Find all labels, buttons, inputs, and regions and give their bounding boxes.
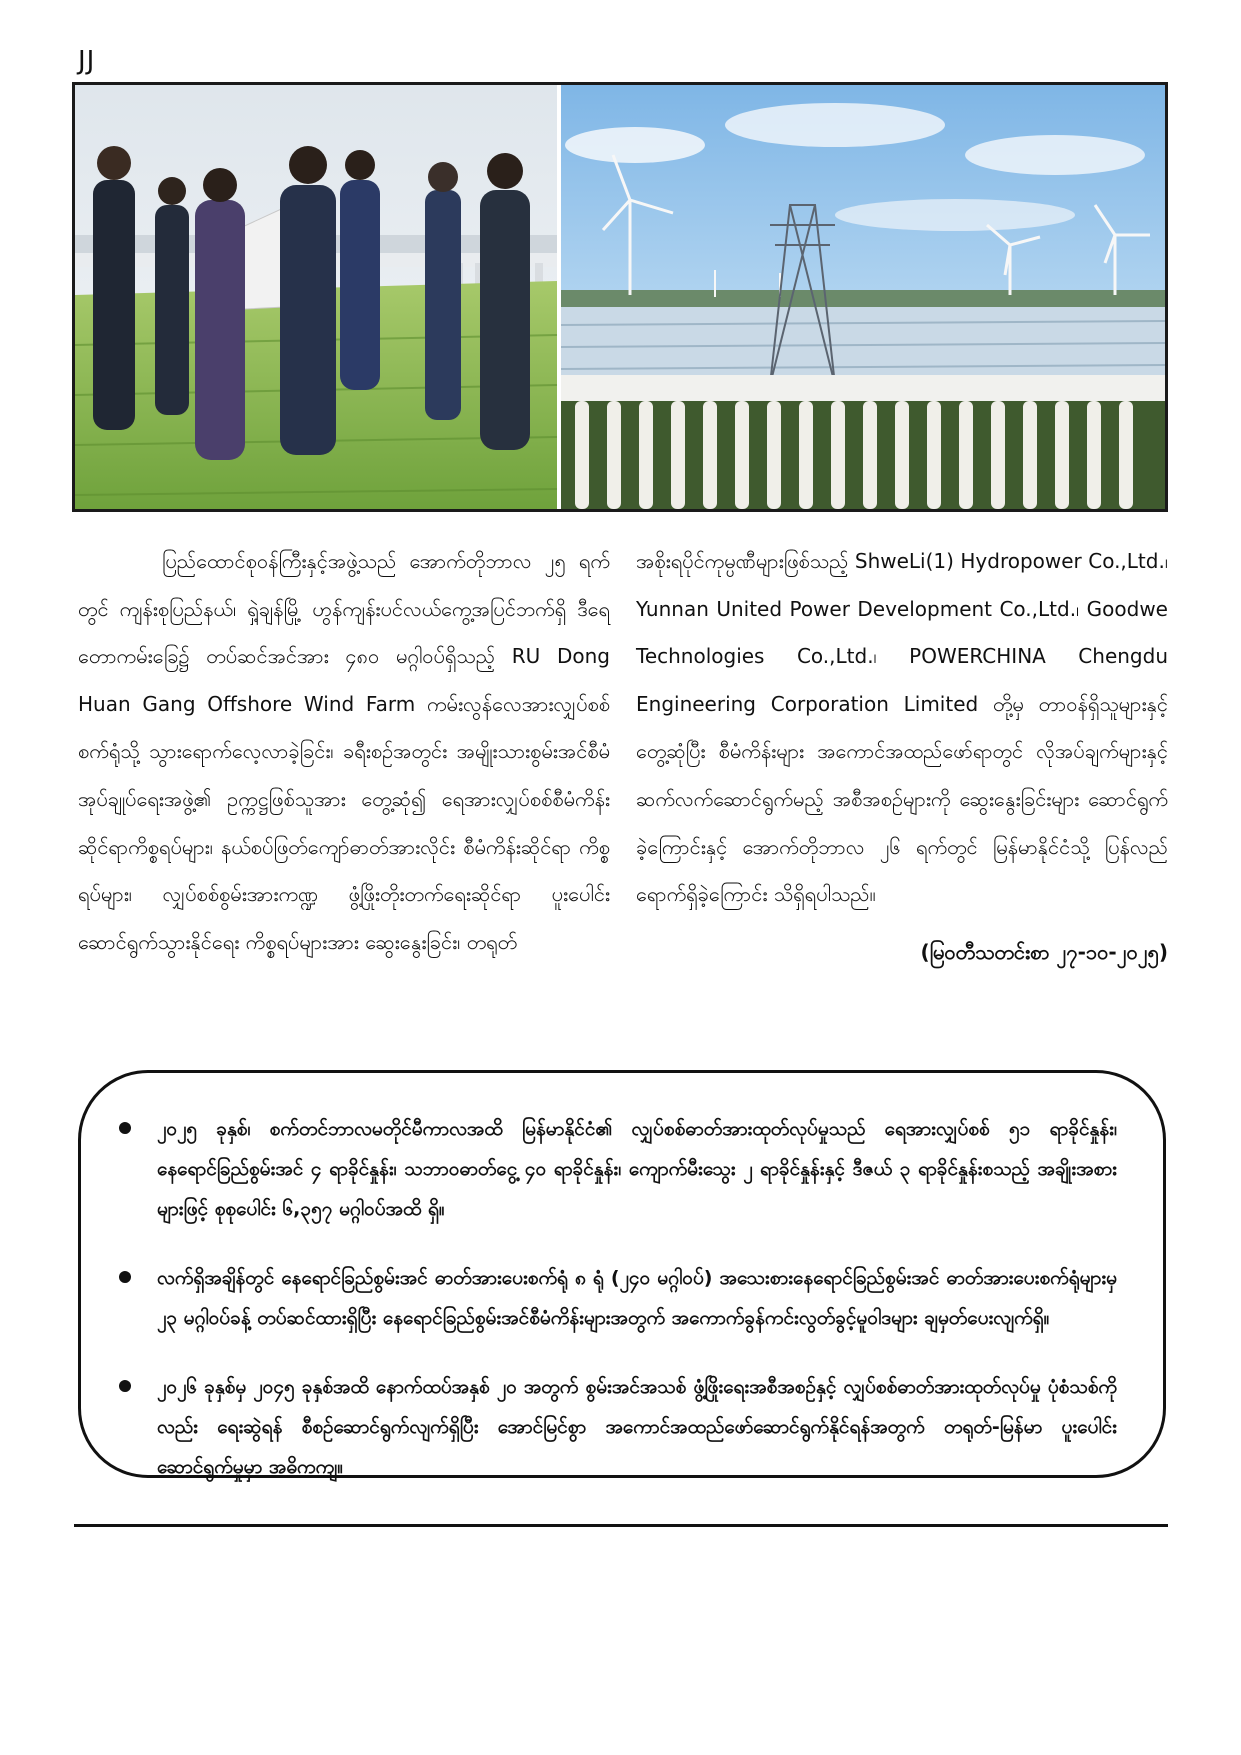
- page-number: JJ: [78, 46, 96, 76]
- key-fact-text: ၂၀၂၆ ခုနှစ်မှ ၂၀၄၅ ခုနှစ်အထိ နောက်ထပ်အနှစ် ၂၀ အတွက် စွမ်းအင်အသစ် ဖွံ့ဖြိုးရေးအစီအစဉ်နှင့် လျှပ်စစ်ဓာတ်အားထုတ်လုပ်မှု ပုံစံသစ်ကိုလည်း ရေးဆွဲရန် စီစဉ်ဆောင်ရွက်လျက်ရှိပြီး အောင်မြင်စွာ အကောင်အထည်ဖော်ဆောင်ရွက်နိုင်ရန်အတွက် တရုတ်-မြန်မာ ပူးပေါင်းဆောင်ရွက်မှုမှာ အဓိကကျ။: [157, 1376, 1117, 1478]
- key-facts-list: [157, 1109, 1117, 1487]
- article-right-column: [636, 538, 1168, 976]
- footer-rule: [74, 1524, 1168, 1527]
- key-fact-text: လက်ရှိအချိန်တွင် နေရောင်ခြည်စွမ်းအင် ဓာတ်အားပေးစက်ရုံ ၈ ရုံ (၂၄၀ မဂ္ဂါဝပ်) အသေးစားနေရောင်ခြည်စွမ်းအင် ဓာတ်အားပေးစက်ရုံများမှ ၂၃ မဂ္ဂါဝပ်ခန့် တပ်ဆင်ထားရှိပြီး နေရောင်ခြည်စွမ်းအင်စီမံကိန်းများအတွက် အကောက်ခွန်ကင်းလွတ်ခွင့်မူဝါဒများ ချမှတ်ပေးလျက်ရှိ။: [157, 1267, 1117, 1329]
- article-paragraph-left: ပြည်ထောင်စုဝန်ကြီးနှင့်အဖွဲ့သည် အောက်တိုဘာလ ၂၅ ရက်တွင် ကျန်းစုပြည်နယ်၊ ရှဲ့ချန်မြို့ ဟွန်ကျန်းပင်လယ်ကွေ့အပြင်ဘက်ရှိ ဒီရေတောကမ်းခြေ၌ တပ်ဆင်အင်အား ၄၈၀ မဂ္ဂါဝပ်ရှိသည့် RU Dong Huan Gang Offshore Wind Farm ကမ်းလွန်လေအားလျှပ်စစ်စက်ရုံသို့ သွားရောက်လေ့လာခဲ့ခြင်း၊ ခရီးစဉ်အတွင်း အမျိုးသားစွမ်းအင်စီမံအုပ်ချုပ်ရေးအဖွဲ့၏ ဥက္ကဋ္ဌဖြစ်သူအား တွေ့ဆုံ၍ ရေအားလျှပ်စစ်စီမံကိန်းဆိုင်ရာကိစ္စရပ်များ၊ နယ်စပ်ဖြတ်ကျော်ဓာတ်အားလိုင်း စီမံကိန်းဆိုင်ရာ ကိစ္စရပ်များ၊ လျှပ်စစ်စွမ်းအားကဏ္ဍ ဖွံ့ဖြိုးတိုးတက်ရေးဆိုင်ရာ ပူးပေါင်းဆောင်ရွက်သွားနိုင်ရေး ကိစ္စရပ်များအား ဆွေးနွေးခြင်း၊ တရုတ်: [78, 549, 610, 954]
- key-fact-item: [157, 1109, 1117, 1229]
- delegation-photo: [75, 85, 557, 509]
- article-paragraph-right: အစိုးရပိုင်ကုမ္ပဏီများဖြစ်သည့် ShweLi(1) Hydropower Co.,Ltd.၊ Yunnan United Power Development Co.,Ltd.၊ Goodwe Technologies Co.,Ltd.၊ POWERCHINA Chengdu Engineering Corporation Limited တို့မှ တာဝန်ရှိသူများနှင့် တွေ့ဆုံပြီး စီမံကိန်းများ အကောင်အထည်ဖော်ရာတွင် လိုအပ်ချက်များနှင့် ဆက်လက်ဆောင်ရွက်မည့် အစီအစဉ်များကို ဆွေးနွေးခြင်းများ ဆောင်ရွက်ခဲ့ကြောင်းနှင့် အောက်တိုဘာလ ၂၆ ရက်တွင် မြန်မာနိုင်ငံသို့ ပြန်လည်ရောက်ရှိခဲ့ကြောင်း သိရှိရပါသည်။: [636, 549, 1168, 907]
- bullet-icon: [119, 1271, 131, 1283]
- wind-farm-photo: [561, 85, 1165, 509]
- key-fact-item: [157, 1258, 1117, 1338]
- news-source-citation: (မြဝတီသတင်းစာ ၂၇-၁၀-၂၀၂၅): [920, 939, 1168, 964]
- key-fact-item: [157, 1367, 1117, 1487]
- key-facts-box: [78, 1070, 1166, 1478]
- article-left-column: [78, 538, 610, 966]
- key-fact-text: ၂၀၂၅ ခုနှစ်၊ စက်တင်ဘာလမတိုင်မီကာလအထိ မြန်မာနိုင်ငံ၏ လျှပ်စစ်ဓာတ်အားထုတ်လုပ်မှုသည် ရေအားလျှပ်စစ် ၅၁ ရာခိုင်နှုန်း၊ နေရောင်ခြည်စွမ်းအင် ၄ ရာခိုင်နှုန်း၊ သဘာဝဓာတ်ငွေ့ ၄၀ ရာခိုင်နှုန်း၊ ကျောက်မီးသွေး ၂ ရာခိုင်နှုန်းနှင့် ဒီဇယ် ၃ ရာခိုင်နှုန်းစသည့် အချိုးအစားများဖြင့် စုစုပေါင်း ၆,၃၅၇ မဂ္ဂါဝပ်အထိ ရှိ။: [157, 1118, 1117, 1220]
- photo-strip: [72, 82, 1168, 512]
- bullet-icon: [119, 1380, 131, 1392]
- bullet-icon: [119, 1122, 131, 1134]
